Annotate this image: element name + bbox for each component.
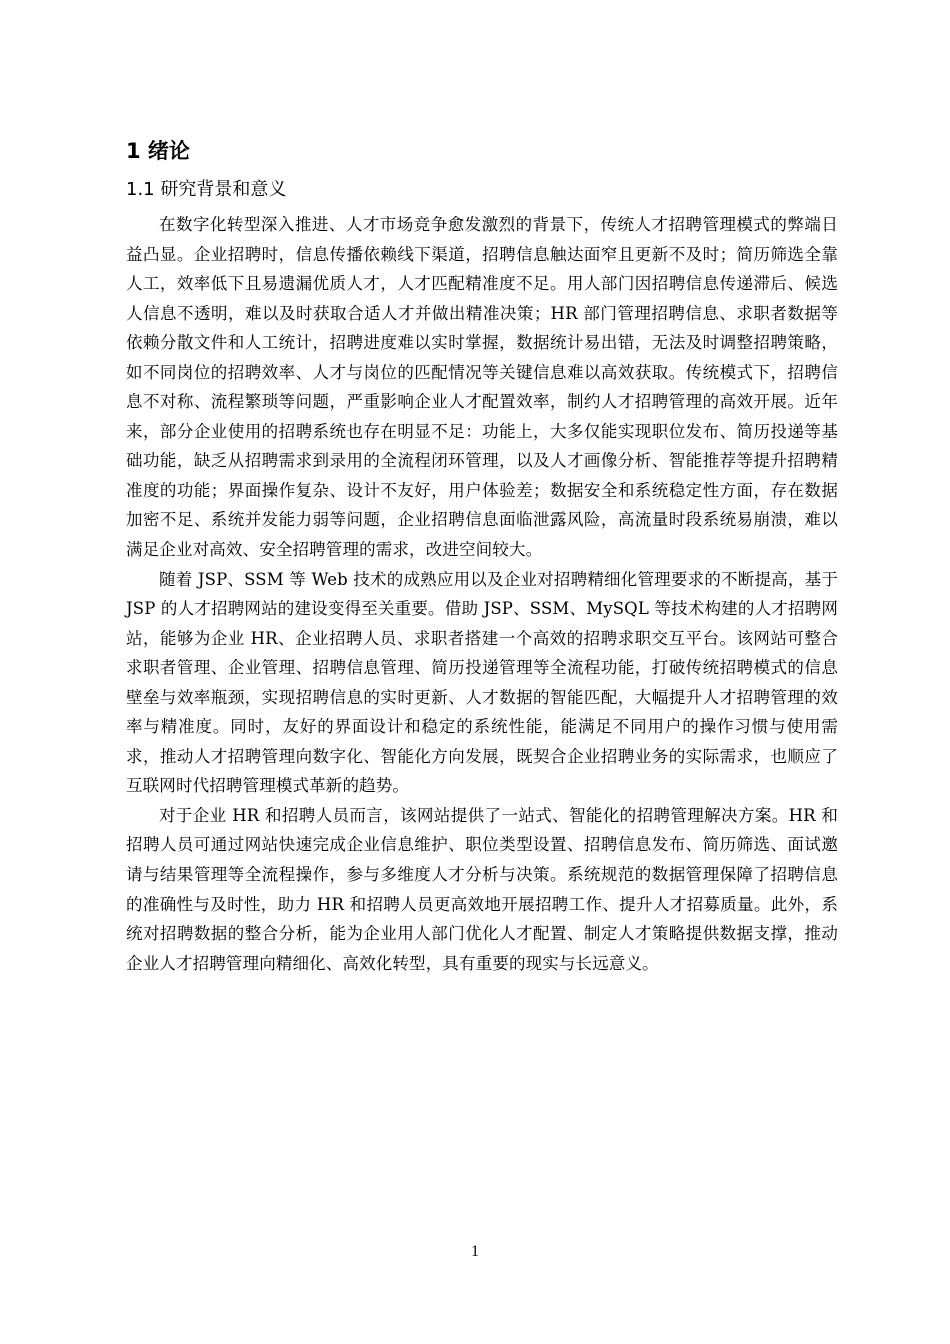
paragraph-technology: 随着 JSP、SSM 等 Web 技术的成熟应用以及企业对招聘精细化管理要求的不断提高，基于 JSP 的人才招聘网站的建设变得至关重要。借助 JSP、SSM、MySQL 等技术构建的人才招聘网站，能够为企业 HR、企业招聘人员、求职者搭建一个高效的招聘求职交互平台。该网站可整合求职者管理、企业管理、招聘信息管理、简历投递管理等全流程功能，打破传统招聘模式的信息壁垒与效率瓶颈，实现招聘信息的实时更新、人才数据的智能匹配，大幅提升人才招聘管理的效率与精准度。同时，友好的界面设计和稳定的系统性能，能满足不同用户的操作习惯与使用需求，推动人才招聘管理向数字化、智能化方向发展，既契合企业招聘业务的实际需求，也顺应了互联网时代招聘管理模式革新的趋势。 [126, 569, 838, 796]
paragraph-significance: 对于企业 HR 和招聘人员而言，该网站提供了一站式、智能化的招聘管理解决方案。HR 和招聘人员可通过网站快速完成企业信息维护、职位类型设置、招聘信息发布、简历筛选、面试邀请与结果管理等全流程操作，参与多维度人才分析与决策。系统规范的数据管理保障了招聘信息的准确性与及时性，助力 HR 和招聘人员更高效地开展招聘工作、提升人才招募质量。此外，系统对招聘数据的整合分析，能为企业用人部门优化人才配置、制定人才策略提供数据支撑，推动企业人才招聘管理向精细化、高效化转型，具有重要的现实与长远意义。 [126, 805, 838, 973]
chapter-title: 1 绪论 [126, 139, 190, 163]
section-title: 1.1 研究背景和意义 [126, 179, 287, 200]
paragraph-background: 在数字化转型深入推进、人才市场竞争愈发激烈的背景下，传统人才招聘管理模式的弊端日益凸显。企业招聘时，信息传播依赖线下渠道，招聘信息触达面窄且更新不及时；简历筛选全靠人工，效率低下且易遗漏优质人才，人才匹配精准度不足。用人部门因招聘信息传递滞后、候选人信息不透明，难以及时获取合适人才并做出精准决策；HR 部门管理招聘信息、求职者数据等依赖分散文件和人工统计，招聘进度难以实时掌握，数据统计易出错，无法及时调整招聘策略，如不同岗位的招聘效率、人才与岗位的匹配情况等关键信息难以高效获取。传统模式下，招聘信息不对称、流程繁琐等问题，严重影响企业人才配置效率，制约人才招聘管理的高效开展。近年来，部分企业使用的招聘系统也存在明显不足：功能上，大多仅能实现职位发布、简历投递等基础功能，缺乏从招聘需求到录用的全流程闭环管理，以及人才画像分析、智能推荐等提升招聘精准度的功能；界面操作复杂、设计不友好，用户体验差；数据安全和系统稳定性方面，存在数据加密不足、系统并发能力弱等问题，企业招聘信息面临泄露风险，高流量时段系统易崩溃，难以满足企业对高效、安全招聘管理的需求，改进空间较大。 [126, 215, 838, 560]
page-number: 1 [471, 1243, 479, 1260]
body-text [126, 210, 838, 978]
